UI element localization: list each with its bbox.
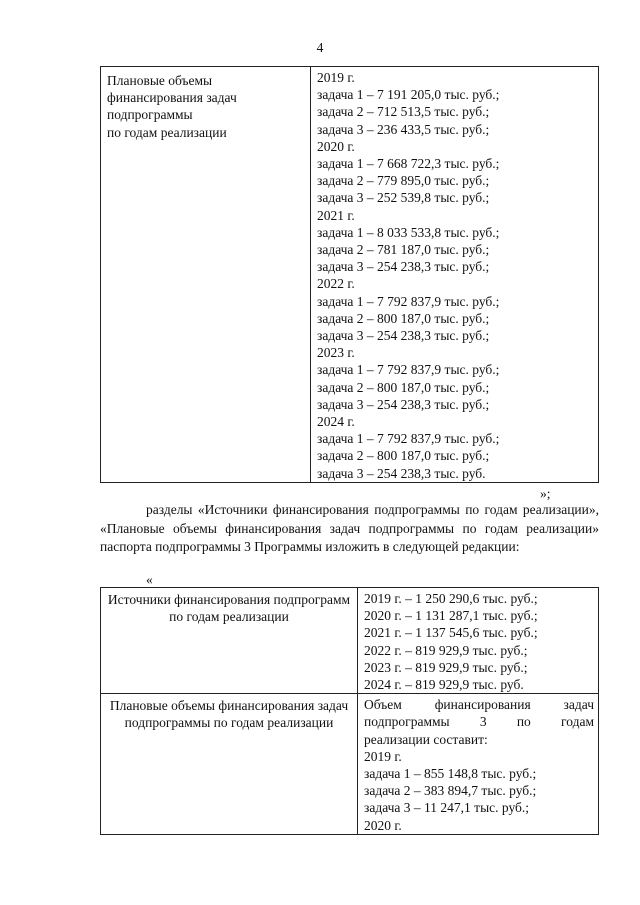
table1-line: задача 1 – 7 792 837,9 тыс. руб.;	[317, 293, 500, 309]
table1-line: задача 3 – 252 539,8 тыс. руб.;	[317, 190, 490, 206]
table1-line: задача 1 – 8 033 533,8 тыс. руб.;	[317, 224, 500, 240]
table1-label-line: подпрограммы	[107, 107, 193, 123]
planned-line: 2019 г.	[364, 748, 402, 764]
table1-line: 2024 г.	[317, 414, 355, 430]
page-number: 4	[316, 40, 324, 55]
planned-line: 2020 г.	[364, 817, 402, 833]
table1-line: задача 1 – 7 191 205,0 тыс. руб.;	[317, 87, 500, 103]
table1-line: задача 2 – 781 187,0 тыс. руб.;	[317, 242, 490, 258]
table1-label-line: Плановые объемы	[107, 73, 213, 88]
table1-line: задача 3 – 236 433,5 тыс. руб.;	[317, 121, 490, 137]
planned-intro-line: реализации составит:	[364, 731, 488, 747]
table1-line: 2020 г.	[317, 138, 355, 154]
opening-quote: «	[146, 572, 153, 587]
sources-values-cell	[358, 588, 599, 694]
table1-label-line: по годам реализации	[107, 124, 227, 140]
table1-values-cell	[311, 67, 599, 483]
table1-line: 2022 г.	[317, 276, 355, 292]
table1-line: задача 3 – 254 238,3 тыс. руб.;	[317, 396, 490, 412]
table1-line: 2019 г.	[317, 70, 355, 85]
table1-line: задача 1 – 7 792 837,9 тыс. руб.;	[317, 362, 500, 378]
table1-line: задача 3 – 254 238,3 тыс. руб.;	[317, 328, 490, 344]
planned-intro-line: Объем финансирования задач	[364, 697, 594, 713]
planned-line: задача 3 – 11 247,1 тыс. руб.;	[364, 800, 530, 816]
table1-line: задача 3 – 254 238,3 тыс. руб.	[317, 465, 486, 481]
planned-intro-line: подпрограммы 3 по годам	[364, 714, 594, 730]
table1-line: задача 2 – 800 187,0 тыс. руб.;	[317, 448, 490, 464]
table1-label-line: финансирования задач	[107, 90, 237, 106]
sources-label-cell: Источники финансирования подпрограмм по годам реализации	[101, 588, 358, 694]
planned-values-cell	[358, 694, 599, 835]
sources-line: 2019 г. – 1 250 290,6 тыс. руб.;	[364, 591, 538, 606]
table1-line: задача 2 – 800 187,0 тыс. руб.;	[317, 310, 490, 326]
table1-line: задача 3 – 254 238,3 тыс. руб.;	[317, 259, 490, 275]
amendment-paragraph: разделы «Источники финансирования подпрограммы по годам реализации», «Плановые объемы финансирования задач подпрограммы по годам реализации» паспорта подпрограммы 3 Программы изложить в следующей редакции:	[100, 502, 599, 554]
table1-line: задача 2 – 712 513,5 тыс. руб.;	[317, 104, 490, 120]
sources-line: 2022 г. – 819 929,9 тыс. руб.;	[364, 642, 528, 658]
table1-label-cell	[101, 67, 311, 483]
sources-line: 2020 г. – 1 131 287,1 тыс. руб.;	[364, 608, 538, 624]
planned-line: задача 1 – 855 148,8 тыс. руб.;	[364, 766, 537, 782]
financing-table-subprogram	[100, 66, 599, 483]
sources-line: 2023 г. – 819 929,9 тыс. руб.;	[364, 659, 528, 675]
sources-line: 2024 г. – 819 929,9 тыс. руб.	[364, 677, 524, 693]
sources-line: 2021 г. – 1 137 545,6 тыс. руб.;	[364, 625, 538, 641]
table1-line: 2023 г.	[317, 345, 355, 361]
financing-table-subprogram-3	[100, 587, 599, 835]
table1-line: задача 1 – 7 792 837,9 тыс. руб.;	[317, 431, 500, 447]
table1-line: задача 2 – 800 187,0 тыс. руб.;	[317, 379, 490, 395]
table1-line: 2021 г.	[317, 207, 355, 223]
planned-line: задача 2 – 383 894,7 тыс. руб.;	[364, 783, 537, 799]
table1-line: задача 2 – 779 895,0 тыс. руб.;	[317, 173, 490, 189]
closing-quote: »;	[540, 486, 551, 501]
planned-label-cell: Плановые объемы финансирования задач подпрограммы по годам реализации	[101, 694, 358, 835]
table1-line: задача 1 – 7 668 722,3 тыс. руб.;	[317, 156, 500, 172]
